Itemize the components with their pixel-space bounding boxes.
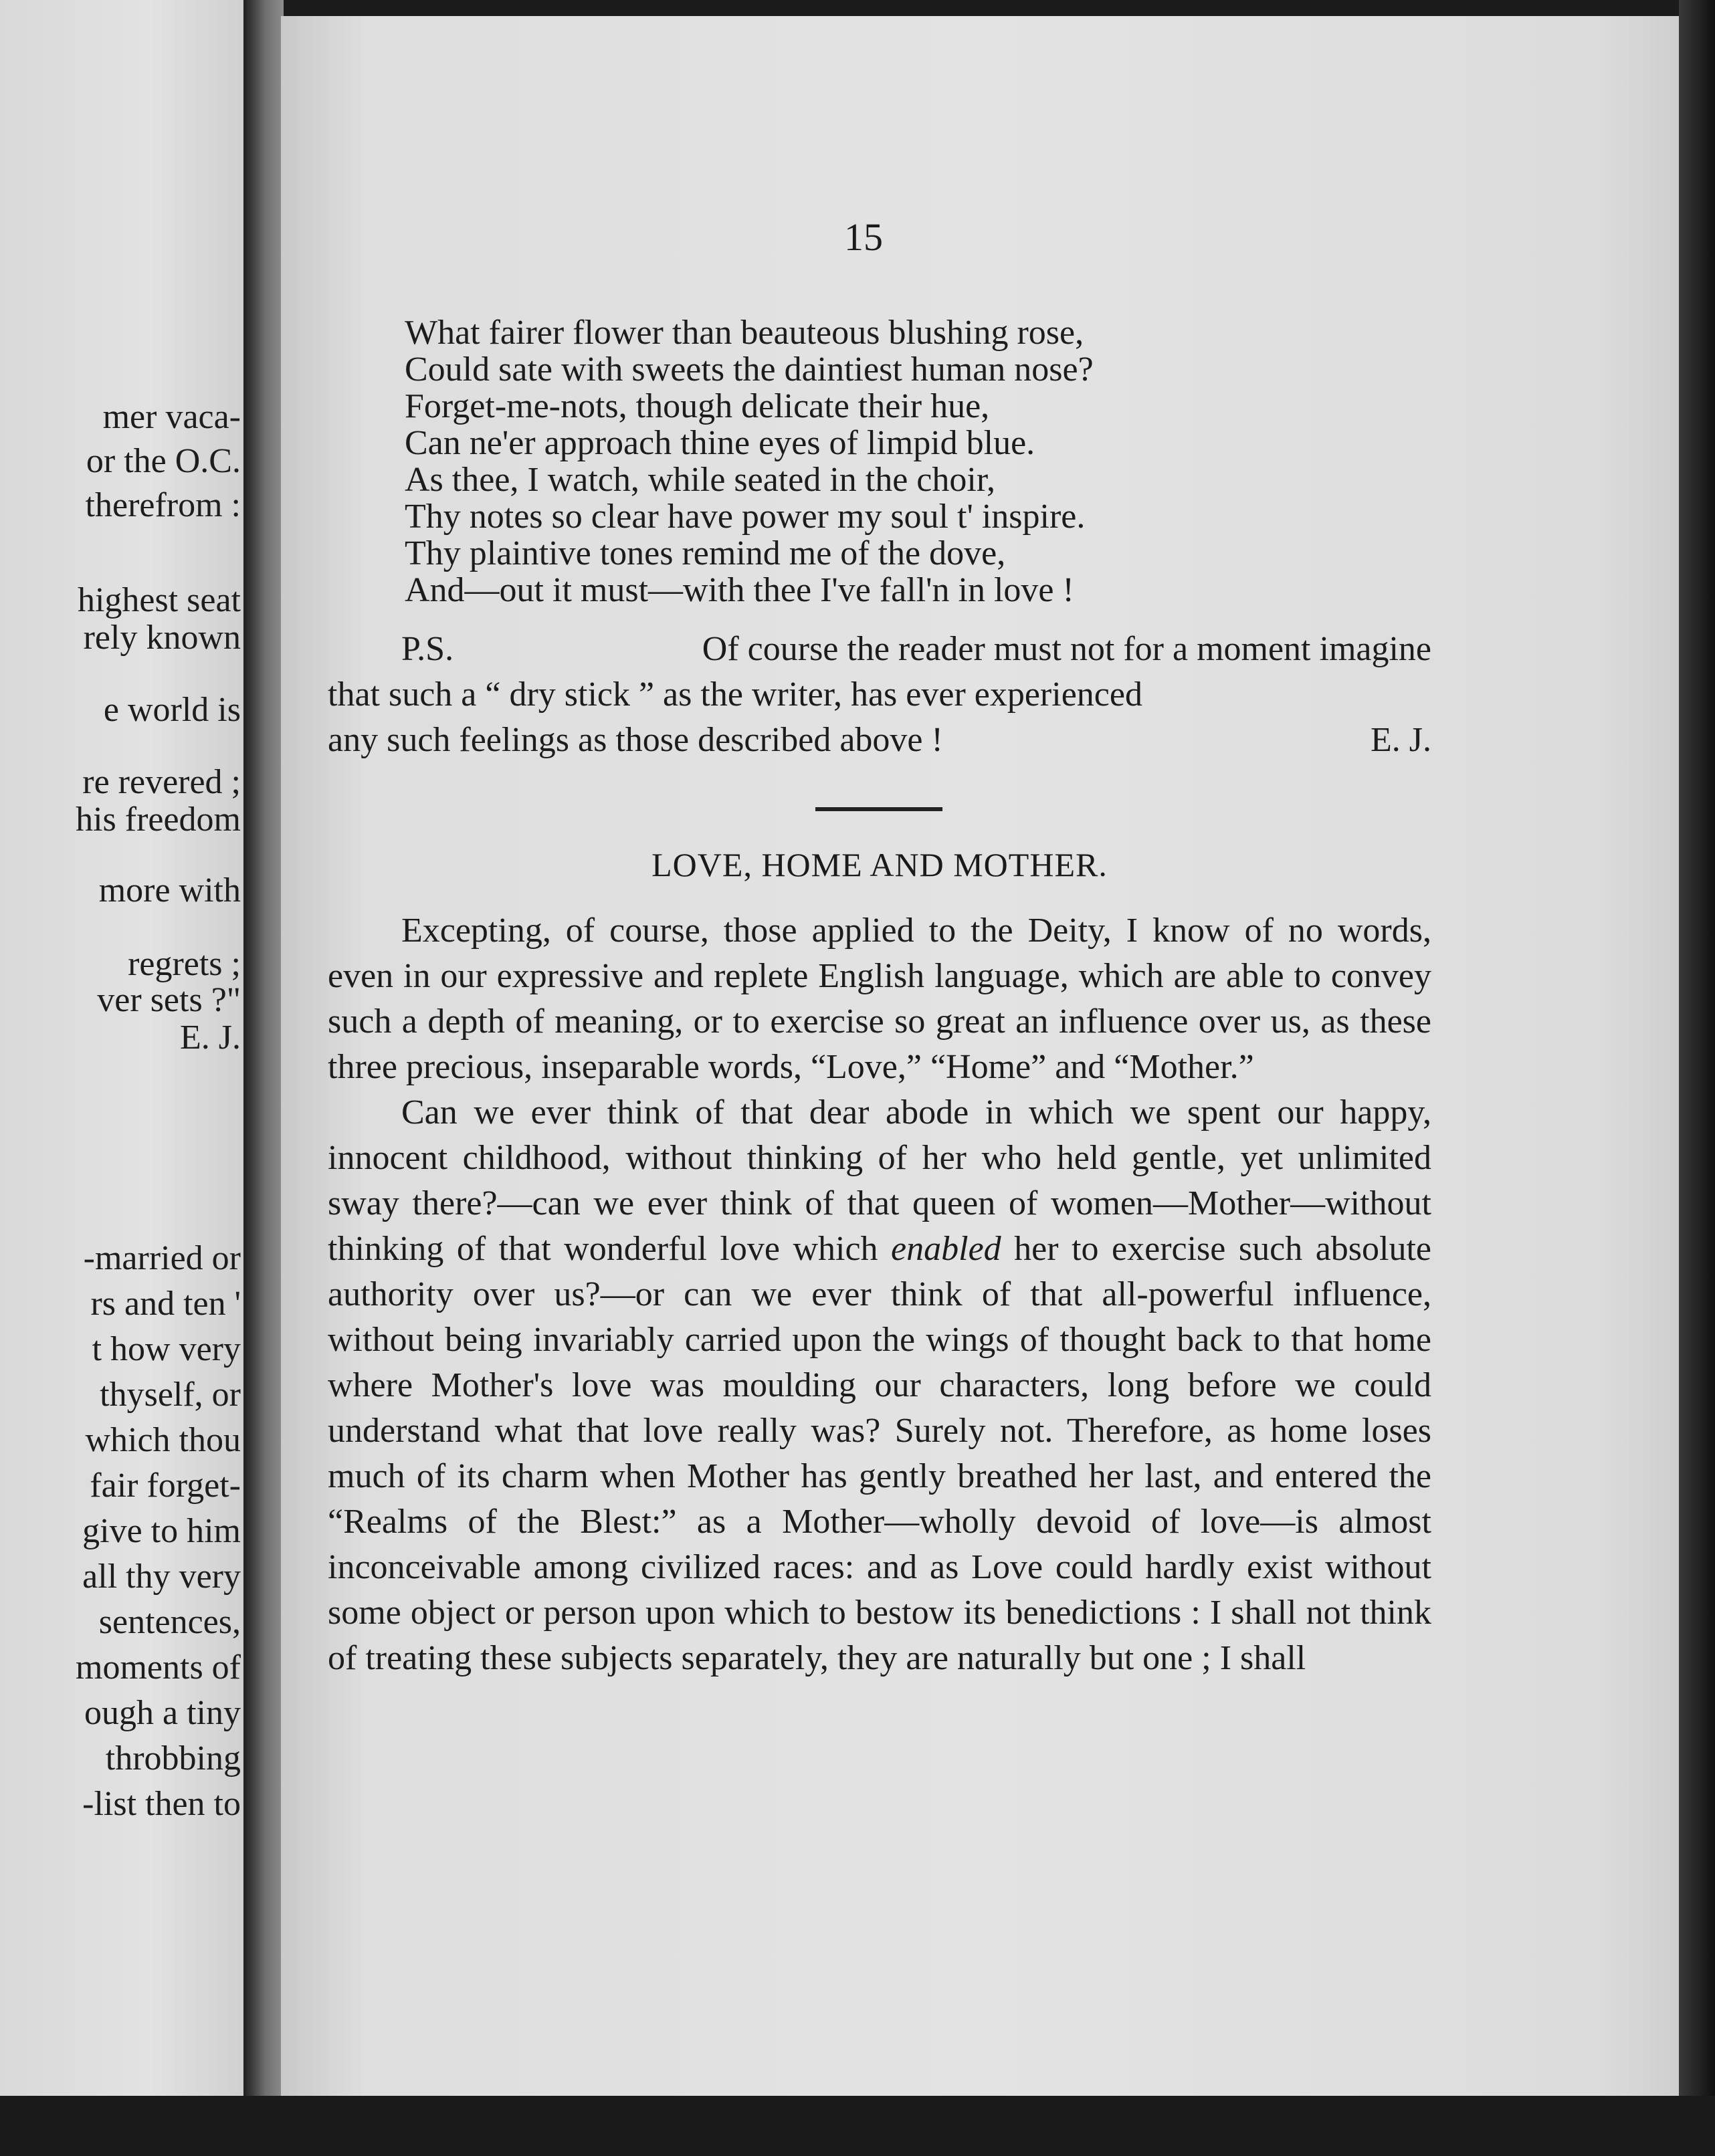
verse-line: As thee, I watch, while seated in the choir, xyxy=(405,461,996,499)
previous-page-line: E. J. xyxy=(180,1018,241,1057)
postscript-line xyxy=(328,672,1431,718)
previous-page-line: -married or xyxy=(83,1239,241,1277)
previous-page-line: his freedom xyxy=(76,800,241,839)
essay-title: LOVE, HOME AND MOTHER. xyxy=(651,846,1108,883)
previous-page-line: all thy very xyxy=(82,1557,241,1596)
previous-page-line: mer vaca- xyxy=(102,398,241,436)
previous-page-line: more with xyxy=(98,871,241,909)
page-number: 15 xyxy=(844,215,883,259)
verse-line: Forget-me-nots, though delicate their hue, xyxy=(405,387,990,425)
paragraph-text: Can we ever think of that dear abode in which we spent our happy, innocent childhood, without thinking of her who held gentle, yet unlimited sway there?—can we ever think of that queen of women—Mother—without thinking of that wonderful love which xyxy=(328,1093,1431,1268)
verse-line: Could sate with sweets the daintiest human nose? xyxy=(405,350,1094,389)
poem-verse xyxy=(405,314,1094,609)
section-divider xyxy=(815,807,942,811)
previous-page-fragment xyxy=(0,0,249,2156)
verse-line: And—out it must—with thee I've fall'n in love ! xyxy=(405,571,1074,609)
previous-page-line: ver sets ?" xyxy=(97,981,241,1019)
essay-body xyxy=(328,908,1431,1681)
paragraph xyxy=(328,1090,1431,1681)
previous-page-line: which thou xyxy=(85,1421,241,1459)
verse-line: Thy plaintive tones remind me of the dove, xyxy=(405,534,1006,572)
previous-page-line: highest seat xyxy=(77,581,241,619)
previous-page-line: t how very xyxy=(92,1330,241,1368)
postscript-line xyxy=(328,627,1431,672)
postscript-text: that such a “ dry stick ” as the writer, has ever experienced xyxy=(328,675,1142,714)
postscript-label: P.S. xyxy=(401,630,454,668)
postscript-text: Of course the reader must not for a moment imagine xyxy=(702,630,1431,668)
page-edge-shadow xyxy=(1679,0,1715,2156)
previous-page-line: rely known xyxy=(83,619,241,657)
postscript-text: any such feelings as those described above ! xyxy=(328,721,943,759)
previous-page-line: moments of xyxy=(76,1648,241,1687)
previous-page-line: re revered ; xyxy=(82,763,241,801)
previous-page-line: -list then to xyxy=(82,1785,241,1823)
previous-page-line: e world is xyxy=(103,691,241,729)
scan-bottom-border xyxy=(0,2096,1715,2156)
previous-page-line: therefrom : xyxy=(85,486,241,524)
previous-page-line: sentences, xyxy=(98,1603,241,1641)
previous-page-line: fair forget- xyxy=(90,1467,241,1505)
verse-line: Thy notes so clear have power my soul t' inspire. xyxy=(405,498,1086,536)
previous-page-line: throbbing xyxy=(105,1739,241,1777)
previous-page-line: rs and ten ' xyxy=(90,1285,241,1323)
verse-line: What fairer flower than beauteous blushing rose, xyxy=(405,314,1084,352)
paragraph: Excepting, of course, those applied to the Deity, I know of no words, even in our expressive and replete English language, which are able to convey such a depth of meaning, or to exercise so great an influence over us, as these three precious, inseparable words, “Love,” “Home” and “Mother.” xyxy=(328,911,1431,1086)
previous-page-line: thyself, or xyxy=(100,1376,241,1414)
previous-page-line: or the O.C. xyxy=(86,442,241,480)
signature: E. J. xyxy=(1371,721,1431,759)
previous-page-line: give to him xyxy=(82,1512,241,1550)
postscript-line xyxy=(328,718,1431,763)
paragraph-text: her to exercise such absolute authority over us?—or can we ever think of that all-powerful influence, without being invariably carried upon the wings of thought back to that home where Mother's love was moulding our characters, long before we could understand what that love really was? Surely not. Therefore, as home loses much of its charm when Mother has gently breathed her last, and entered the “Realms of the Blest:” as a Mother—wholly devoid of love—is almost inconceivable among civilized races: and as Love could hardly exist without some object or person upon which to bestow its benedictions : I shall not think of treating these subjects separately, they are naturally but one ; I shall xyxy=(328,1230,1431,1677)
previous-page-line: regrets ; xyxy=(128,945,241,983)
emphasized-word: enabled xyxy=(891,1230,1001,1268)
postscript xyxy=(328,627,1431,763)
book-gutter xyxy=(243,0,284,2156)
previous-page-line: ough a tiny xyxy=(84,1694,241,1732)
verse-line: Can ne'er approach thine eyes of limpid blue. xyxy=(405,424,1035,462)
